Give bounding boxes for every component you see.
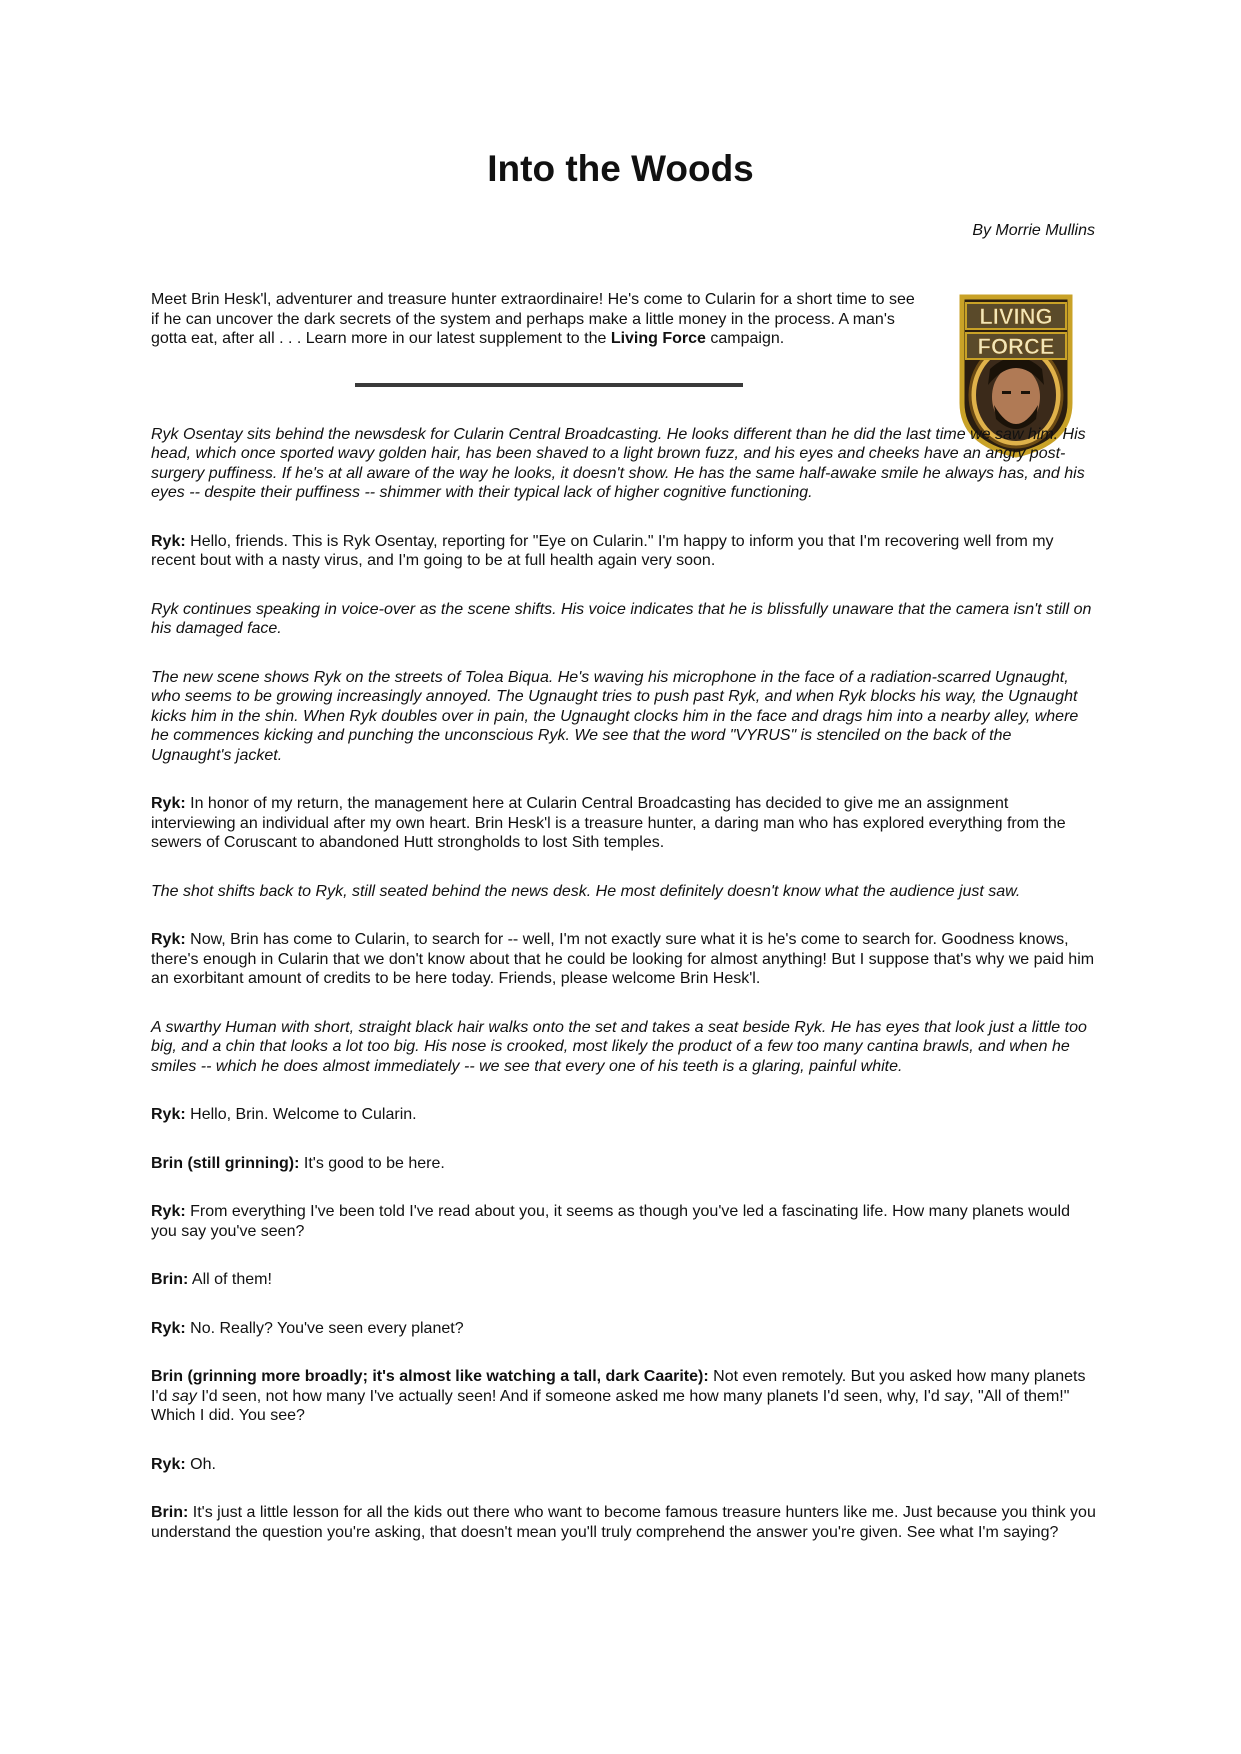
document-title: Into the Woods bbox=[487, 148, 754, 189]
speaker-label: Brin (grinning more broadly; it's almost like watching a tall, dark Caarite): bbox=[151, 1368, 709, 1385]
speaker-label: Brin: bbox=[151, 1504, 189, 1521]
logo-text-line2: FORCE bbox=[977, 334, 1055, 359]
article-body bbox=[151, 290, 1096, 1571]
byline: By Morrie Mullins bbox=[972, 222, 1095, 239]
dialogue-line: Brin: It's just a little lesson for all the kids out there who want to become famous treasure hunters like me. Just because you think you understand the question you're asking, that doesn't mean you'll truly comprehend the answer you're given. See what I'm saying? bbox=[151, 1504, 1096, 1541]
dialogue-line: Brin: All of them! bbox=[151, 1271, 272, 1288]
speaker-label: Ryk: bbox=[151, 1319, 186, 1337]
scene-description: Ryk continues speaking in voice-over as the scene shifts. His voice indicates that he is blissfully unaware that the camera isn't still on his damaged face. bbox=[151, 600, 1092, 637]
dialogue-line: Ryk: Hello, Brin. Welcome to Cularin. bbox=[151, 1106, 417, 1123]
dialogue-line: Brin (still grinning): It's good to be here. bbox=[151, 1154, 445, 1172]
speaker-label: Ryk: bbox=[151, 532, 186, 550]
scene-description: A swarthy Human with short, straight black hair walks onto the set and takes a seat beside Ryk. He has eyes that look just a little too big, and a chin that looks a lot too big. His nose is crooked, most likely the product of a few too many cantina brawls, and when he smiles -- which he does almost immediately -- we see that every one of his teeth is a glaring, painful white. bbox=[151, 1018, 1087, 1075]
speaker-label: Ryk: bbox=[151, 795, 186, 812]
dialogue-line: Ryk: Now, Brin has come to Cularin, to search for -- well, I'm not exactly sure what it is he's come to search for. Goodness knows, there's enough in Cularin that we don't know about that he could be looking for almost anything! But I suppose that's why we paid him an exorbitant amount of credits to be here today. Friends, please welcome Brin Hesk'l. bbox=[151, 931, 1095, 987]
dialogue-line: Ryk: In honor of my return, the management here at Cularin Central Broadcasting has decided to give me an assignment interviewing an individual after my own heart. Brin Hesk'l is a treasure hunter, a daring man who has explored everything from the sewers of Coruscant to abandoned Hutt strongholds to lost Sith temples. bbox=[151, 795, 1066, 851]
scene-description: Ryk Osentay sits behind the newsdesk for Cularin Central Broadcasting. He looks different than he did the last time we saw him. His head, which once sported wavy golden hair, has been shaved to a light brown fuzz, and his eyes and cheeks have an angry post-surgery puffiness. If he's at all aware of the way he looks, it doesn't show. He has the same half-awake smile he always has, and his eyes -- despite their puffiness -- shimmer with their typical lack of higher cognitive functioning. bbox=[151, 425, 1086, 501]
speaker-label: Ryk: bbox=[151, 931, 186, 948]
section-divider bbox=[355, 383, 743, 387]
intro-paragraph: Meet Brin Hesk'l, adventurer and treasure hunter extraordinaire! He's come to Cularin for a short time to see if he can uncover the dark secrets of the system and perhaps make a little money in the process. A man's gotta eat, after all . . . Learn more in our latest supplement to the Living Force campaign. bbox=[151, 291, 915, 347]
scene-description: The new scene shows Ryk on the streets of Tolea Biqua. He's waving his microphone in the face of a radiation-scarred Ugnaught, who seems to be growing increasingly annoyed. The Ugnaught tries to push past Ryk, and when Ryk blocks his way, the Ugnaught kicks him in the shin. When Ryk doubles over in pain, the Ugnaught clocks him in the face and drags him into a nearby alley, where he commences kicking and punching the unconscious Ryk. We see that the word "VYRUS" is stenciled on the back of the Ugnaught's jacket. bbox=[151, 668, 1079, 764]
campaign-name: Living Force bbox=[610, 330, 706, 347]
dialogue-line: Brin (grinning more broadly; it's almost like watching a tall, dark Caarite): Not even remotely. But you asked how many planets I'd say I'd seen, not how many I've actually seen! And if someone asked me how many planets I'd seen, why, I'd say, "All of them!" Which I did. You see? bbox=[151, 1368, 1086, 1424]
dialogue-line: Ryk: Oh. bbox=[151, 1455, 216, 1473]
dialogue-line: Ryk: Hello, friends. This is Ryk Osentay, reporting for "Eye on Cularin." I'm happy to inform you that I'm recovering well from my recent bout with a nasty virus, and I'm going to be at full health again very soon. bbox=[151, 532, 1054, 569]
scene-description: The shot shifts back to Ryk, still seated behind the news desk. He most definitely doesn't know what the audience just saw. bbox=[151, 882, 1021, 900]
speaker-label: Brin: bbox=[151, 1271, 189, 1288]
dialogue-line: Ryk: No. Really? You've seen every planet? bbox=[151, 1319, 464, 1337]
logo-text-line1: LIVING bbox=[979, 304, 1053, 329]
speaker-label: Ryk: bbox=[151, 1455, 186, 1473]
speaker-label: Ryk: bbox=[151, 1203, 186, 1220]
speaker-label: Ryk: bbox=[151, 1106, 186, 1123]
dialogue-line: Ryk: From everything I've been told I've read about you, it seems as though you've led a fascinating life. How many planets would you say you've seen? bbox=[151, 1203, 1071, 1240]
speaker-label: Brin (still grinning): bbox=[151, 1154, 300, 1172]
